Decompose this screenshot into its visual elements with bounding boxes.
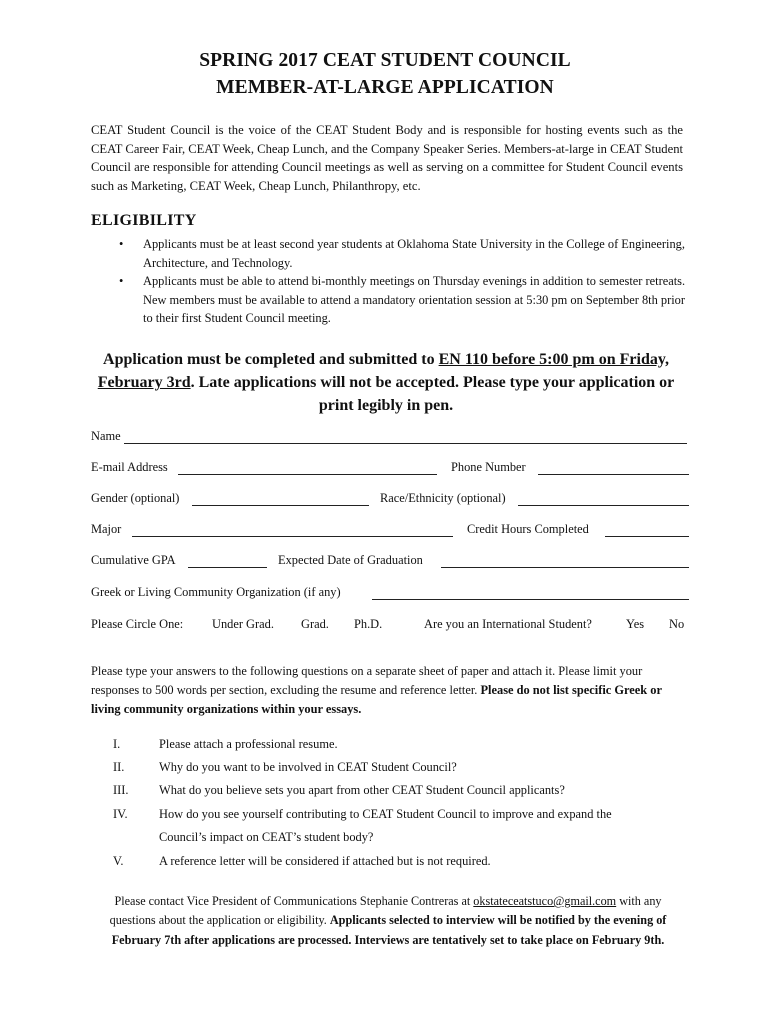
option-undergrad[interactable]: Under Grad. (212, 617, 274, 631)
instructions-bold: Please do not list specific Greek or living community organizations within your essays. (91, 682, 662, 716)
phone-field[interactable] (538, 474, 689, 475)
race-label: Race/Ethnicity (optional) (380, 491, 506, 505)
instructions-text: Please type your answers to the following questions on a separate sheet of paper and attach it. Please limit your responses to 500 words per section, excluding the resume and reference letter. (91, 664, 643, 697)
major-credits-row (91, 522, 691, 542)
notice-part3: . Late applications will not be accepted. Please type your application or print legibly in pen. (190, 374, 675, 414)
race-field[interactable] (518, 505, 689, 506)
option-yes[interactable]: Yes (626, 617, 645, 631)
bullet-icon: • (119, 237, 124, 251)
notice-part1: Application must be completed and submitted to (103, 351, 439, 368)
gpa-label: Cumulative GPA (91, 553, 176, 567)
eligibility-list (91, 235, 691, 328)
footer-text2: with any questions about the application or eligibility. (109, 894, 662, 928)
gpa-field[interactable] (188, 567, 267, 568)
email-label: E-mail Address (91, 460, 168, 474)
greek-label: Greek or Living Community Organization (if any) (91, 585, 341, 599)
gender-label: Gender (optional) (91, 491, 180, 505)
graduation-label: Expected Date of Graduation (278, 553, 423, 567)
contact-footer (92, 892, 684, 950)
name-field[interactable] (124, 443, 687, 444)
contact-email-link[interactable]: okstateceatstuco@gmail.com (473, 894, 617, 908)
eligibility-heading: ELIGIBILITY (91, 212, 197, 229)
option-grad[interactable]: Grad. (301, 617, 329, 631)
page-title-line2: MEMBER-AT-LARGE APPLICATION (216, 77, 554, 98)
eligibility-item-text: Applicants must be able to attend bi-monthly meetings on Thursday evenings in addition to semester retreats. New members must be available to attend a mandatory orientation session at 5:30 pm on September 8th prior to their first Student Council meeting. (143, 274, 686, 325)
page-title-line1: SPRING 2017 CEAT STUDENT COUNCIL (199, 50, 571, 71)
credit-hours-label: Credit Hours Completed (467, 522, 589, 536)
email-field[interactable] (178, 474, 437, 475)
eligibility-item (91, 235, 691, 272)
major-field[interactable] (132, 536, 453, 537)
bullet-icon: • (119, 274, 124, 288)
question-number: III. (113, 783, 129, 797)
name-row (91, 429, 691, 449)
question-text: What do you believe sets you apart from other CEAT Student Council applicants? (159, 783, 565, 797)
intro-paragraph: CEAT Student Council is the voice of the CEAT Student Body and is responsible for hosting events such as the CEAT Career Fair, CEAT Week, Cheap Lunch, and the Company Speaker Series. Members-at-large in CEAT Student Council are responsible for attending Council meetings as well as serving on a committee for Student Council events such as Marketing, CEAT Week, Cheap Lunch, Philanthropy, etc. (91, 123, 683, 193)
eligibility-item-text: Applicants must be at least second year students at Oklahoma State University in the College of Engineering, Architecture, and Technology. (143, 237, 685, 270)
credit-hours-field[interactable] (605, 536, 689, 537)
option-no[interactable]: No (669, 617, 685, 631)
major-label: Major (91, 522, 122, 536)
international-question: Are you an International Student? (424, 617, 592, 631)
question-text: Why do you want to be involved in CEAT Student Council? (159, 760, 457, 774)
question-number: I. (113, 737, 121, 751)
essay-instructions (91, 662, 689, 718)
question-number: II. (113, 760, 125, 774)
eligibility-item (91, 272, 691, 328)
question-text: A reference letter will be considered if attached but is not required. (159, 854, 491, 868)
submission-notice (80, 348, 692, 417)
greek-field[interactable] (372, 599, 689, 600)
notice-deadline: EN 110 before 5:00 pm on Friday, February 3rd (97, 351, 669, 391)
email-phone-row (91, 460, 691, 480)
greek-row (91, 585, 691, 605)
footer-text1: Please contact Vice President of Communications Stephanie Contreras at (114, 894, 474, 908)
question-number: IV. (113, 807, 128, 821)
footer-bold: Applicants selected to interview will be notified by the evening of February 7th after applications are processed. Interviews are tentatively set to take place on February 9th. (111, 913, 667, 947)
graduation-field[interactable] (441, 567, 689, 568)
question-text: How do you see yourself contributing to CEAT Student Council to improve and expand the Council’s impact on CEAT’s student body? (159, 807, 612, 844)
circle-one-label: Please Circle One: (91, 617, 184, 631)
gender-field[interactable] (192, 505, 369, 506)
gender-race-row (91, 491, 691, 511)
phone-label: Phone Number (451, 460, 526, 474)
option-phd[interactable]: Ph.D. (354, 617, 383, 631)
gpa-graduation-row (91, 553, 691, 573)
question-number: V. (113, 854, 124, 868)
name-label: Name (91, 429, 121, 443)
question-text: Please attach a professional resume. (159, 737, 338, 751)
